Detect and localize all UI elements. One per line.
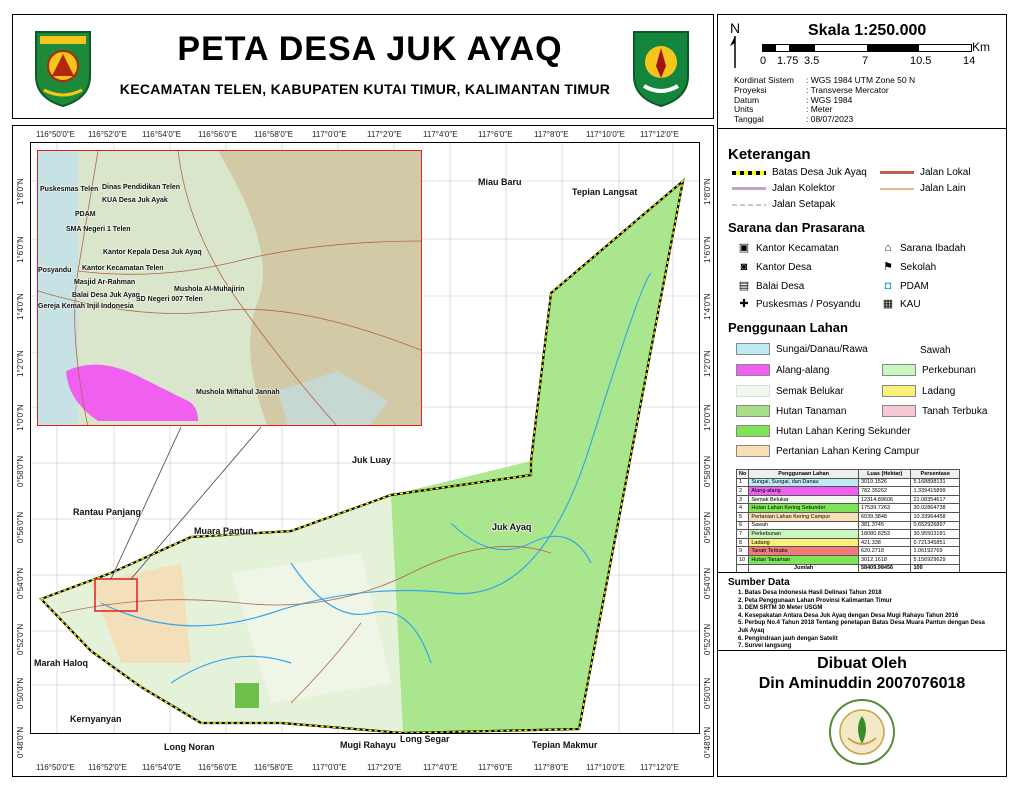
scale-tick-3: 7 [862,55,869,67]
inset-label: SD Negeri 007 Telen [136,296,203,303]
lon-label: 116°56'0"E [198,130,238,139]
table-header: No Penggunaan Lahan Luas (Hektar) Persentase [737,470,960,479]
legend-sarana-ibadah: ⌂ Sarana Ibadah [882,242,966,254]
table-row: 7 Perkebunan 18080.8253 30.95503181 [737,530,960,539]
inset-label: KUA Desa Juk Ayak [102,197,168,204]
place-label: Miau Baru [478,177,522,187]
place-label: Tepian Makmur [532,740,598,750]
lon-label: 116°50'0"E [36,763,76,772]
lon-label: 117°4'0"E [423,130,458,139]
source-item: 7. Survei langsung [738,643,792,650]
lon-label: 117°12'0"E [640,763,680,772]
table-row: 5 Pertanian Lahan Kering Campur 6039.3848 10.33964458 [737,512,960,521]
lat-label: 0°54'0"N [703,567,712,599]
place-label: Juk Luay [352,455,392,465]
legend-landuse-sawah: Sawah [920,345,951,356]
lon-label: 117°10'0"E [586,763,626,772]
source-item: 1. Batas Desa Indonesia Hasil Delinasi Tahun 2018 [738,590,882,596]
hall-icon: ▤ [738,280,750,292]
lat-label: 1°6'0"N [703,236,712,263]
legend-collector-road: Jalan Kolektor [732,183,835,194]
lat-label: 0°58'0"N [703,455,712,487]
lat-label: 0°48'0"N [16,726,25,758]
metadata-row: Tanggal : 08/07/2023 [734,114,854,125]
scale-tick-5: 14 [963,55,976,67]
lat-label: 1°0'0"N [16,404,25,431]
lon-label: 117°6'0"E [478,130,513,139]
metadata-row: Kordinat Sistem : WGS 1984 UTM Zone 50 N [734,75,916,85]
lat-label: 0°50'0"N [16,677,25,709]
legend-kau: ▦ KAU [882,298,921,310]
table-row: 2 Alang-alang 782.35262 1.339415899 [737,487,960,496]
lon-label: 116°50'0"E [36,130,76,139]
kaltim-province-emblem-icon [630,26,692,108]
lon-label: 116°54'0"E [142,763,182,772]
legend-kantor-kecamatan: ▣ Kantor Kecamatan [738,242,839,254]
divider [717,572,1007,573]
lat-label: 0°58'0"N [16,455,25,487]
lon-label: 117°2'0"E [367,130,402,139]
lat-label: 1°6'0"N [16,236,25,263]
legend-landuse-alang: Alang-alang [736,364,829,376]
lon-label: 116°56'0"E [198,763,238,772]
lat-label: 0°56'0"N [16,511,25,543]
inset-label: Dinas Pendidikan Telen [102,184,181,191]
inset-label: Kantor Kepala Desa Juk Ayaq [103,249,202,256]
sources-title: Sumber Data [728,577,790,588]
legend-title: Keterangan [728,146,811,163]
school-flag-icon: ⚑ [883,261,893,273]
table-row: 1 Sungai, Sungai, dan Danau 3019.1526 5.168898131 [737,478,960,487]
metadata-row: Units : Meter [734,104,833,115]
inset-map[interactable] [37,150,422,426]
office-icon: ▣ [738,242,750,254]
water-icon: ◘ [884,280,892,292]
lat-label: 1°8'0"N [703,178,712,205]
legend-kantor-desa: ◙ Kantor Desa [738,261,812,273]
metadata-row: Datum : WGS 1984 [734,94,853,105]
landuse-swatch [736,425,770,437]
landuse-swatch [882,364,916,376]
table-row: 6 Sawah 381.3745 0.652926897 [737,521,960,530]
lon-label: 116°58'0"E [254,130,294,139]
place-label: Muara Pantun [194,526,254,536]
lat-label: 0°54'0"N [16,567,25,599]
place-label: Marah Haloq [34,658,89,668]
lat-label: 0°52'0"N [703,623,712,655]
table-row: 10 Hutan Tanaman 3012.1618 5.156929629 [737,555,960,564]
divider [717,128,1007,129]
inset-label: Puskesmas Telen [40,186,99,193]
lat-label: 1°4'0"N [703,293,712,320]
scale-tick-2: 3.5 [804,55,820,67]
lat-label: 1°4'0"N [16,293,25,320]
north-arrow-icon [726,36,744,68]
map-title: PETA DESA JUK AYAQ [177,30,563,68]
legend-sekolah: ⚑ Sekolah [883,261,937,273]
landuse-swatch [736,343,770,355]
legend-landuse-ladang: Ladang [882,385,955,397]
scale-bar [762,44,972,52]
legend-footpath: Jalan Setapak [732,199,835,210]
lat-label: 1°0'0"N [703,404,712,431]
source-item: 3. DEM SRTM 30 Meter USGM [738,605,823,612]
lon-label: 116°52'0"E [88,130,128,139]
legend-balai-desa: ▤ Balai Desa [738,280,805,292]
map-metadata [734,76,915,125]
legend-village-boundary: Batas Desa Juk Ayaq [732,167,867,178]
legend-landuse-hutan-tanaman: Hutan Tanaman [736,405,846,417]
place-label: Long Segar [400,734,450,744]
place-label: Rantau Panjang [73,507,142,517]
legend-landuse-water: Sungai/Danau/Rawa [736,343,868,355]
table-row: 3 Semak Belukar 12314.89606 21.08354617 [737,495,960,504]
north-arrow [726,20,744,70]
sources-list [738,590,988,651]
lat-label: 1°2'0"N [703,350,712,377]
landuse-swatch [882,385,916,397]
inset-label: Mushola Al-Muhajirin [174,286,245,293]
place-label: Kernyanyan [70,714,122,724]
scale-unit: Km [972,40,990,54]
mosque-icon: ⌂ [884,242,892,254]
table-row: 8 Ladang 421.338 0.721345851 [737,538,960,547]
legend-local-road: Jalan Lokal [880,167,971,178]
lat-label: 0°48'0"N [703,726,712,758]
kkn-logo-icon [828,698,896,766]
inset-label: Masjid Ar-Rahman [74,279,136,286]
scale-tick-0: 0 [760,55,767,67]
author-title: Dibuat Oleh [817,655,907,672]
lon-label: 117°0'0"E [312,763,347,772]
legend-other-road: Jalan Lain [880,183,966,194]
lat-label: 0°56'0"N [703,511,712,543]
facilities-title: Sarana dan Prasarana [728,220,865,235]
legend-landuse-hlks: Hutan Lahan Kering Sekunder [736,425,911,437]
north-label: N [729,20,741,36]
author-name: Din Aminuddin 2007076018 [758,675,966,692]
legend-landuse-perkebunan: Perkebunan [882,364,976,376]
boundary-swatch [732,171,766,175]
lat-label: 0°52'0"N [16,623,25,655]
lon-label: 116°58'0"E [254,763,294,772]
divider [717,650,1007,651]
inset-label: SMA Negeri 1 Telen [66,226,131,233]
local-road-swatch [880,171,914,174]
lon-label: 117°2'0"E [367,763,402,772]
landuse-swatch [736,445,770,457]
inset-label: Gereja Kemah Injil Indonesia [38,303,134,310]
lat-label: 1°2'0"N [16,350,25,377]
lon-label: 117°12'0"E [640,130,680,139]
place-label: Long Noran [164,742,215,752]
inset-label: Mushola Miftahul Jannah [196,389,280,396]
landuse-swatch [736,405,770,417]
scale-title: Skala 1:250.000 [808,22,927,39]
landuse-swatch [736,385,770,397]
lon-label: 116°52'0"E [88,763,128,772]
inset-label: Posyandu [38,267,72,274]
collector-road-swatch [732,187,766,190]
table-total-row: Jumlah 58409.98456 100 [737,564,960,573]
footpath-swatch [732,204,766,206]
scale-tick-4: 10.5 [910,55,932,67]
scale-tick-1: 1.75 [777,55,799,67]
lon-label: 117°8'0"E [534,763,569,772]
legend-landuse-semak: Semak Belukar [736,385,844,397]
kutai-timur-emblem-icon [32,26,94,108]
place-label: Tepian Langsat [572,187,638,197]
table-row: 4 Hutan Lahan Kering Sekunder 17539.7263 30.02864738 [737,504,960,513]
lon-label: 117°8'0"E [534,130,569,139]
inset-label: Kantor Kecamatan Telen [82,265,164,272]
kau-icon: ▦ [882,298,894,310]
inset-label: PDAM [75,211,96,218]
other-road-swatch [880,188,914,190]
legend-pdam: ◘ PDAM [882,280,929,292]
source-item: 6. Pengindraan jauh dengan Satelit [738,635,838,642]
lon-label: 117°0'0"E [312,130,347,139]
village-office-icon: ◙ [740,261,748,273]
source-item: 4. Kesepakatan Antara Desa Juk Ayaq dengan Desa Mugi Rahayu Tahun 2016 [738,612,959,619]
legend-landuse-tanah-terbuka: Tanah Terbuka [882,405,987,417]
legend-landuse-plkc: Pertanian Lahan Kering Campur [736,445,919,457]
table-row: 9 Tanah Terbuka 620.2718 1.06192769 [737,547,960,556]
lon-label: 117°10'0"E [586,130,626,139]
lat-label: 0°50'0"N [703,677,712,709]
lat-label: 1°8'0"N [16,178,25,205]
legend-puskesmas: ✚ Puskesmas / Posyandu [739,298,861,310]
lon-label: 117°6'0"E [478,763,513,772]
place-label: Mugi Rahayu [340,740,397,750]
landuse-title: Penggunaan Lahan [728,320,848,335]
map-subtitle: KECAMATAN TELEN, KABUPATEN KUTAI TIMUR, KALIMANTAN TIMUR [119,81,611,97]
lon-label: 116°54'0"E [142,130,182,139]
inset-label: Balai Desa Juk Ayaq [72,292,140,299]
source-item: 2. Peta Penggunaan Lahan Provinsi Kalimantan Timur [738,597,892,604]
landuse-swatch [882,405,916,417]
landuse-swatch [736,364,770,376]
health-cross-icon: ✚ [739,298,749,310]
lon-label: 117°4'0"E [423,763,458,772]
landuse-table [736,469,960,573]
source-item: 5. Perbup No.4 Tahun 2018 Tentang penetapan Batas Desa Muara Pantun dengan Desa Juk Ayaq [738,620,985,634]
place-label: Juk Ayaq [492,522,532,532]
metadata-row: Proyeksi : Transverse Mercator [734,84,889,95]
